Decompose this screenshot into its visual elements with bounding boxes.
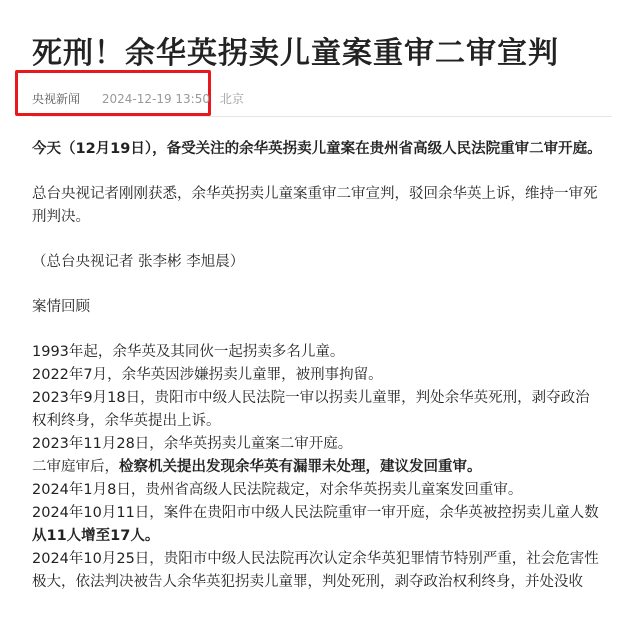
article-meta: [32, 90, 244, 107]
article-body: [32, 138, 604, 594]
paragraph-verdict: 总台央视记者刚刚获悉，余华英拐卖儿童案重审二审宣判，驳回余华英上诉，维持一审死刑判决。: [32, 186, 598, 225]
timeline-item: 2024年1月8日，贵州省高级人民法院裁定，对余华英拐卖儿童案发回重审。: [32, 482, 523, 498]
timeline-item: 2022年7月，余华英因涉嫌拐卖儿童罪，被刑事拘留。: [32, 367, 383, 383]
article-location: 北京: [219, 92, 244, 106]
timeline-text: 2024年10月11日，案件在贵阳市中级人民法院重审一审开庭，余华英被控拐卖儿童人数: [32, 505, 599, 521]
section-title: 案情回顾: [32, 299, 90, 315]
timeline-item: 2023年9月18日，贵阳市中级人民法院一审以拐卖儿童罪，判处余华英死刑，剥夺政治权利终身，余华英提出上诉。: [32, 390, 590, 429]
timeline-emphasis: 从11人增至17人。: [32, 528, 160, 544]
header-divider: [32, 116, 612, 117]
article-title: 死刑！余华英拐卖儿童案重审二审宣判: [32, 36, 559, 71]
timeline-item: 2023年11月28日，余华英拐卖儿童案二审开庭。: [32, 436, 353, 452]
timeline-item: 2024年10月25日，贵阳市中级人民法院再次认定余华英犯罪情节特别严重，社会危害性极大，依法判决被告人余华英犯拐卖儿童罪，判处死刑，剥夺政治权利终身，并处没收: [32, 551, 599, 590]
article-time: 2024-12-19 13:50: [101, 92, 210, 106]
timeline-emphasis: 检察机关提出发现余华英有漏罪未处理，建议发回重审。: [119, 459, 482, 475]
reporter-credit: （总台央视记者 张李彬 李旭晨）: [32, 254, 245, 270]
article-source[interactable]: 央视新闻: [32, 92, 81, 106]
timeline-item: [32, 502, 604, 548]
timeline-item: [32, 456, 604, 479]
case-timeline: [32, 341, 604, 594]
timeline-text: 二审庭审后，: [32, 459, 119, 475]
timeline-item: 1993年起，余华英及其同伙一起拐卖多名儿童。: [32, 344, 345, 360]
lead-paragraph: 今天（12月19日），备受关注的余华英拐卖儿童案在贵州省高级人民法院重审二审开庭。: [32, 141, 602, 157]
